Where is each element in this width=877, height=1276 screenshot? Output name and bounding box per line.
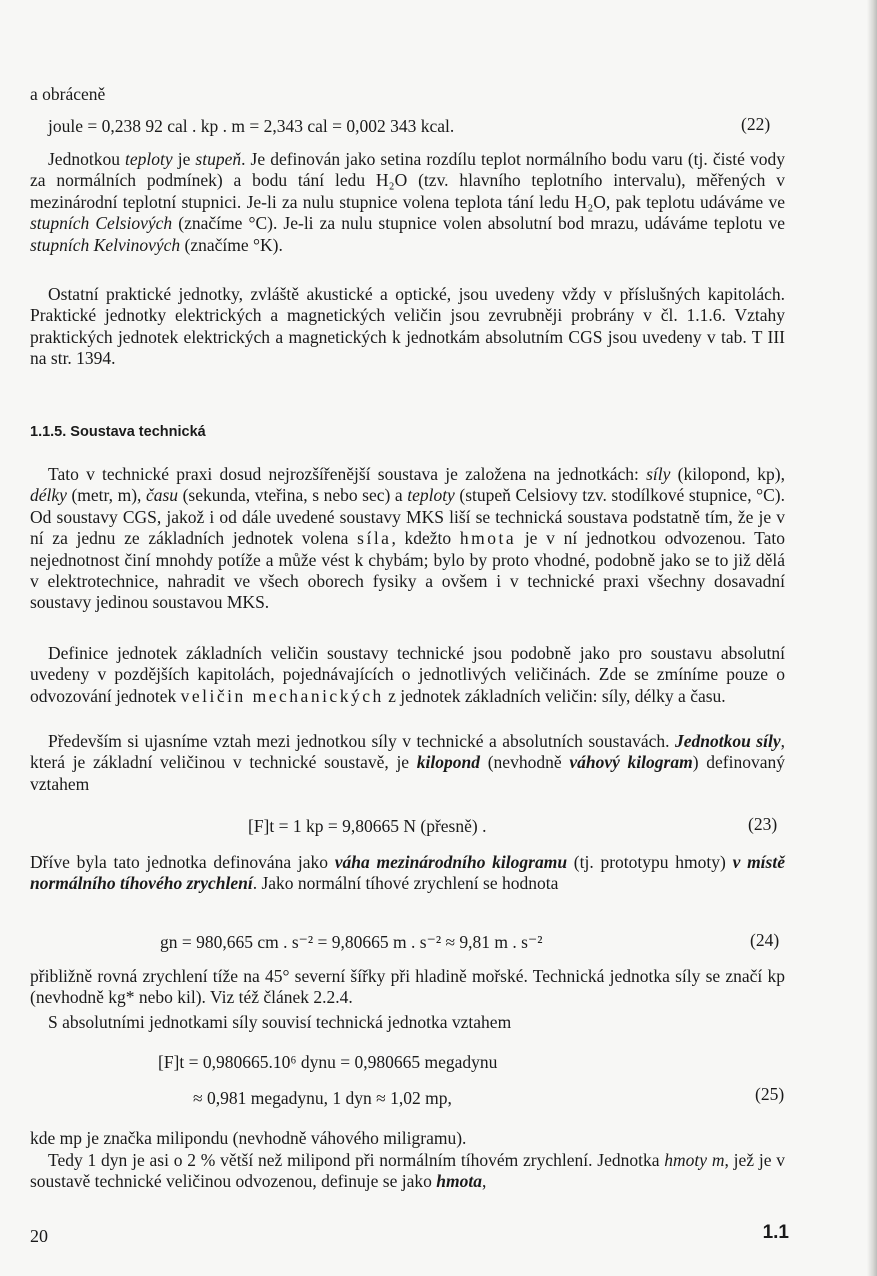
paragraph-teplota: Jednotkou teploty je stupeň. Je definován jako setina rozdílu teplot normálního bodu varu (tj. čisté vody za normálních podmínek) a bodu tání ledu H₂O (tzv. hlavního teplotního intervalu), měřených v mezinárodní teplotní stupnici. Je-li za nulu stupnice volena teplota tání ledu H₂O, pak teplotu udáváme ve stupních Celsiových (značíme °C). Je-li za nulu stupnice volen absolutní bod mrazu, udáváme teplotu ve stupních Kelvinových (značíme °K).: [30, 149, 785, 255]
paragraph-ostatni: Ostatní praktické jednotky, zvláště akustické a optické, jsou uvedeny vždy v příslušných kapitolách. Praktické jednotky elektrických a magnetických veličin jsou zevrubněji probrány v čl. 1.1.6. Vztahy praktických jednotek elektrických a magnetických k jednotkám absolutním CGS jsou uvedeny v tab. T III na str. 1394.: [30, 284, 785, 369]
paragraph-definice: Definice jednotek základních veličin soustavy technické jsou podobně jako pro soustavu absolutní uvedeny v pozdějších kapitolách, pojednávajících o jednotlivých veličinách. Zde se zmíníme pouze o odvozování jednotek veličin mechanických z jednotek základních veličin: síly, délky a času.: [30, 643, 785, 706]
paragraph-kde: kde mp je značka milipondu (nevhodně váhového miligramu).: [30, 1128, 467, 1148]
paragraph-drive: Dříve byla tato jednotka definována jako váha mezinárodního kilogramu (tj. prototypu hmoty) v místě normálního tíhového zrychlení. Jako normální tíhové zrychlení se hodnota: [30, 852, 785, 894]
scan-edge-shadow: [867, 0, 877, 1276]
page-number: 20: [30, 1226, 48, 1246]
paragraph-priblizne: přibližně rovná zrychlení tíže na 45° severní šířky při hladině mořské. Technická jednotka síly se značí kp (nevhodně kg* nebo kil). Viz též článek 2.2.4.: [30, 966, 785, 1008]
paragraph-predevsim: Především si ujasníme vztah mezi jednotkou síly v technické a absolutních soustavách. Jednotkou síly, která je základní veličinou v technické soustavě, je kilopond (nevhodně váhový kilogram) definovaný vztahem: [30, 731, 785, 794]
intro-line: a obráceně: [30, 84, 106, 104]
chapter-marker: 1.1: [762, 1222, 789, 1243]
section-heading: 1.1.5. Soustava technická: [30, 424, 206, 440]
paragraph-s-absolutnimi: S absolutními jednotkami síly souvisí technická jednotka vztahem: [48, 1012, 512, 1032]
equation-25-line2: ≈ 0,981 megadynu, 1 dyn ≈ 1,02 mp,: [193, 1088, 452, 1108]
paragraph-tedy: Tedy 1 dyn je asi o 2 % větší než milipond při normálním tíhovém zrychlení. Jednotka hmoty m, jež je v soustavě technické veličinou odvozenou, definuje se jako hmota,: [30, 1150, 785, 1192]
equation-23: [F]t = 1 kp = 9,80665 N (přesně) .: [248, 816, 487, 836]
equation-22-label: (22): [741, 114, 771, 134]
equation-24: gn = 980,665 cm . s⁻² = 9,80665 m . s⁻² ≈ 9,81 m . s⁻²: [160, 932, 543, 952]
equation-22: joule = 0,238 92 cal . kp . m = 2,343 cal = 0,002 343 kcal.: [48, 116, 455, 136]
equation-24-label: (24): [750, 930, 780, 950]
equation-25-line1: [F]t = 0,980665.10⁶ dynu = 0,980665 megadynu: [158, 1052, 498, 1072]
equation-23-label: (23): [748, 814, 778, 834]
equation-25-label: (25): [755, 1084, 785, 1104]
paragraph-tato: Tato v technické praxi dosud nejrozšířenější soustava je založena na jednotkách: síly (kilopond, kp), délky (metr, m), času (sekunda, vteřina, s nebo sec) a teploty (stupeň Celsiovy tzv. stodílkové stupnice, °C). Od soustavy CGS, jakož i od dále uvedené soustavy MKS liší se technická soustava podstatně tím, že je v ní za jednu ze základních jednotek volena síla, kdežto hmota je v ní jednotkou odvozenou. Tato nejednotnost činí mnohdy potíže a může vést k chybám; bylo by proto vhodné, podobně jako se to již dělá v elektrotechnice, nahradit ve všech oborech fysiky a ovšem i v technické praxi všechny dosavadní soustavy jedinou soustavou MKS.: [30, 464, 785, 613]
